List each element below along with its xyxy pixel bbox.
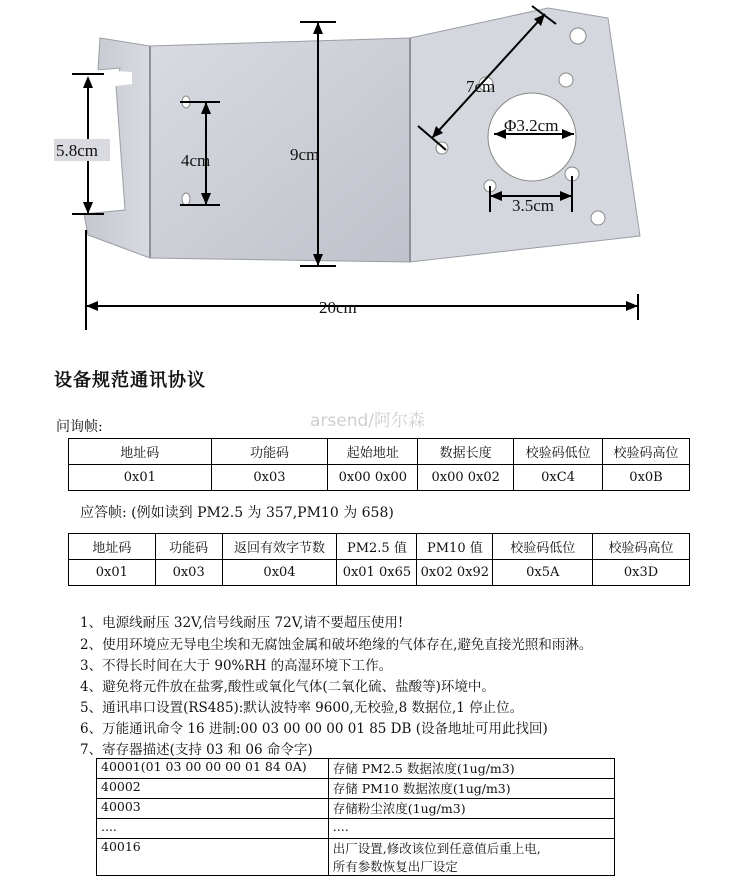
table-cell: 0xC4: [514, 465, 603, 491]
note-item: 1、电源线耐压 32V,信号线耐压 72V,请不要超压使用!: [80, 615, 404, 631]
hole-1: [570, 28, 586, 44]
table-cell: 0x00 0x02: [418, 465, 514, 491]
table-cell: 0x3D: [593, 560, 690, 586]
register-description: 存储 PM10 数据浓度(1ug/m3): [328, 779, 614, 799]
register-address: 40001(01 03 00 00 00 01 84 0A): [97, 759, 329, 779]
table-row: [69, 534, 690, 560]
table-cell: 0x01: [69, 560, 156, 586]
hole-7: [591, 211, 605, 225]
table-row: [69, 439, 690, 465]
register-address: 40002: [97, 779, 329, 799]
table-row: [97, 759, 615, 779]
table-cell: 地址码: [69, 439, 212, 465]
table-cell: 功能码: [155, 534, 222, 560]
table-cell: 校验码高位: [603, 439, 690, 465]
register-description: [328, 839, 614, 876]
register-address: ....: [97, 819, 329, 839]
table-cell: PM2.5 值: [337, 534, 417, 560]
watermark: arsend/阿尔森: [310, 411, 426, 431]
table-row: [97, 779, 615, 799]
note-item: 3、不得长时间在大于 90%RH 的高湿环境下工作。: [80, 658, 393, 674]
width-label: 20cm: [319, 298, 357, 317]
register-description: 存储 PM2.5 数据浓度(1ug/m3): [328, 759, 614, 779]
response-frame-table: [68, 533, 690, 586]
table-cell: 0x01 0x65: [337, 560, 417, 586]
note-item: 6、万能通讯命令 16 进制:00 03 00 00 00 01 85 DB (设备地址可用此找回): [80, 721, 548, 737]
register-description-line: 出厂设置,修改该位到任意值后重上电,: [332, 841, 541, 856]
table-cell: 校验码低位: [514, 439, 603, 465]
middle-panel: [150, 38, 410, 262]
height-mid-label: 9cm: [290, 145, 320, 164]
note-item: 2、使用环境应无导电尘埃和无腐蚀金属和破坏绝缘的气体存在,避免直接光照和雨淋。: [80, 637, 593, 653]
table-row: [97, 799, 615, 819]
table-cell: 校验码低位: [493, 534, 593, 560]
table-cell: 数据长度: [418, 439, 514, 465]
height-left-label: 5.8cm: [56, 141, 99, 160]
hole-spacing-label: 4cm: [181, 151, 211, 170]
query-frame-table: [68, 438, 690, 491]
table-cell: 0x01: [69, 465, 212, 491]
register-description: 存储粉尘浓度(1ug/m3): [328, 799, 614, 819]
table-cell: 0x5A: [493, 560, 593, 586]
table-cell: 返回有效字节数: [222, 534, 337, 560]
diag-label: 7cm: [466, 77, 496, 96]
table-cell: 0x0B: [603, 465, 690, 491]
hole-3: [559, 73, 573, 87]
register-table: [96, 758, 615, 876]
hole-diameter-label: Φ3.2cm: [504, 116, 559, 135]
table-cell: 校验码高位: [593, 534, 690, 560]
note-item: 4、避免将元件放在盐雾,酸性或氧化气体(二氧化硫、盐酸等)环境中。: [80, 679, 495, 695]
register-description: ....: [328, 819, 614, 839]
top-slot: [98, 70, 132, 86]
register-address: 40016: [97, 839, 329, 876]
register-address: 40003: [97, 799, 329, 819]
hole-left-bottom: [182, 193, 190, 205]
table-row: [97, 839, 615, 876]
table-cell: PM10 值: [417, 534, 493, 560]
query-frame-label: 问询帧:: [56, 419, 103, 435]
table-cell: 地址码: [69, 534, 156, 560]
note-item: 7、寄存器描述(支持 03 和 06 命令字): [80, 742, 313, 758]
table-cell: 0x04: [222, 560, 337, 586]
bracket-drawing: [0, 0, 750, 340]
table-cell: 0x03: [155, 560, 222, 586]
response-frame-label: 应答帧: (例如读到 PM2.5 为 357,PM10 为 658): [80, 505, 394, 521]
hole-gap-label: 3.5cm: [512, 196, 555, 215]
table-row: [69, 465, 690, 491]
table-cell: 0x00 0x00: [328, 465, 418, 491]
table-row: [97, 819, 615, 839]
table-cell: 起始地址: [328, 439, 418, 465]
section-title: 设备规范通讯协议: [54, 370, 206, 391]
note-item: 5、通讯串口设置(RS485):默认波特率 9600,无校验,8 数据位,1 停止位。: [80, 700, 524, 716]
table-row: [69, 560, 690, 586]
table-cell: 功能码: [211, 439, 328, 465]
register-description-line: 所有参数恢复出厂设定: [332, 859, 458, 874]
table-cell: 0x02 0x92: [417, 560, 493, 586]
table-cell: 0x03: [211, 465, 328, 491]
